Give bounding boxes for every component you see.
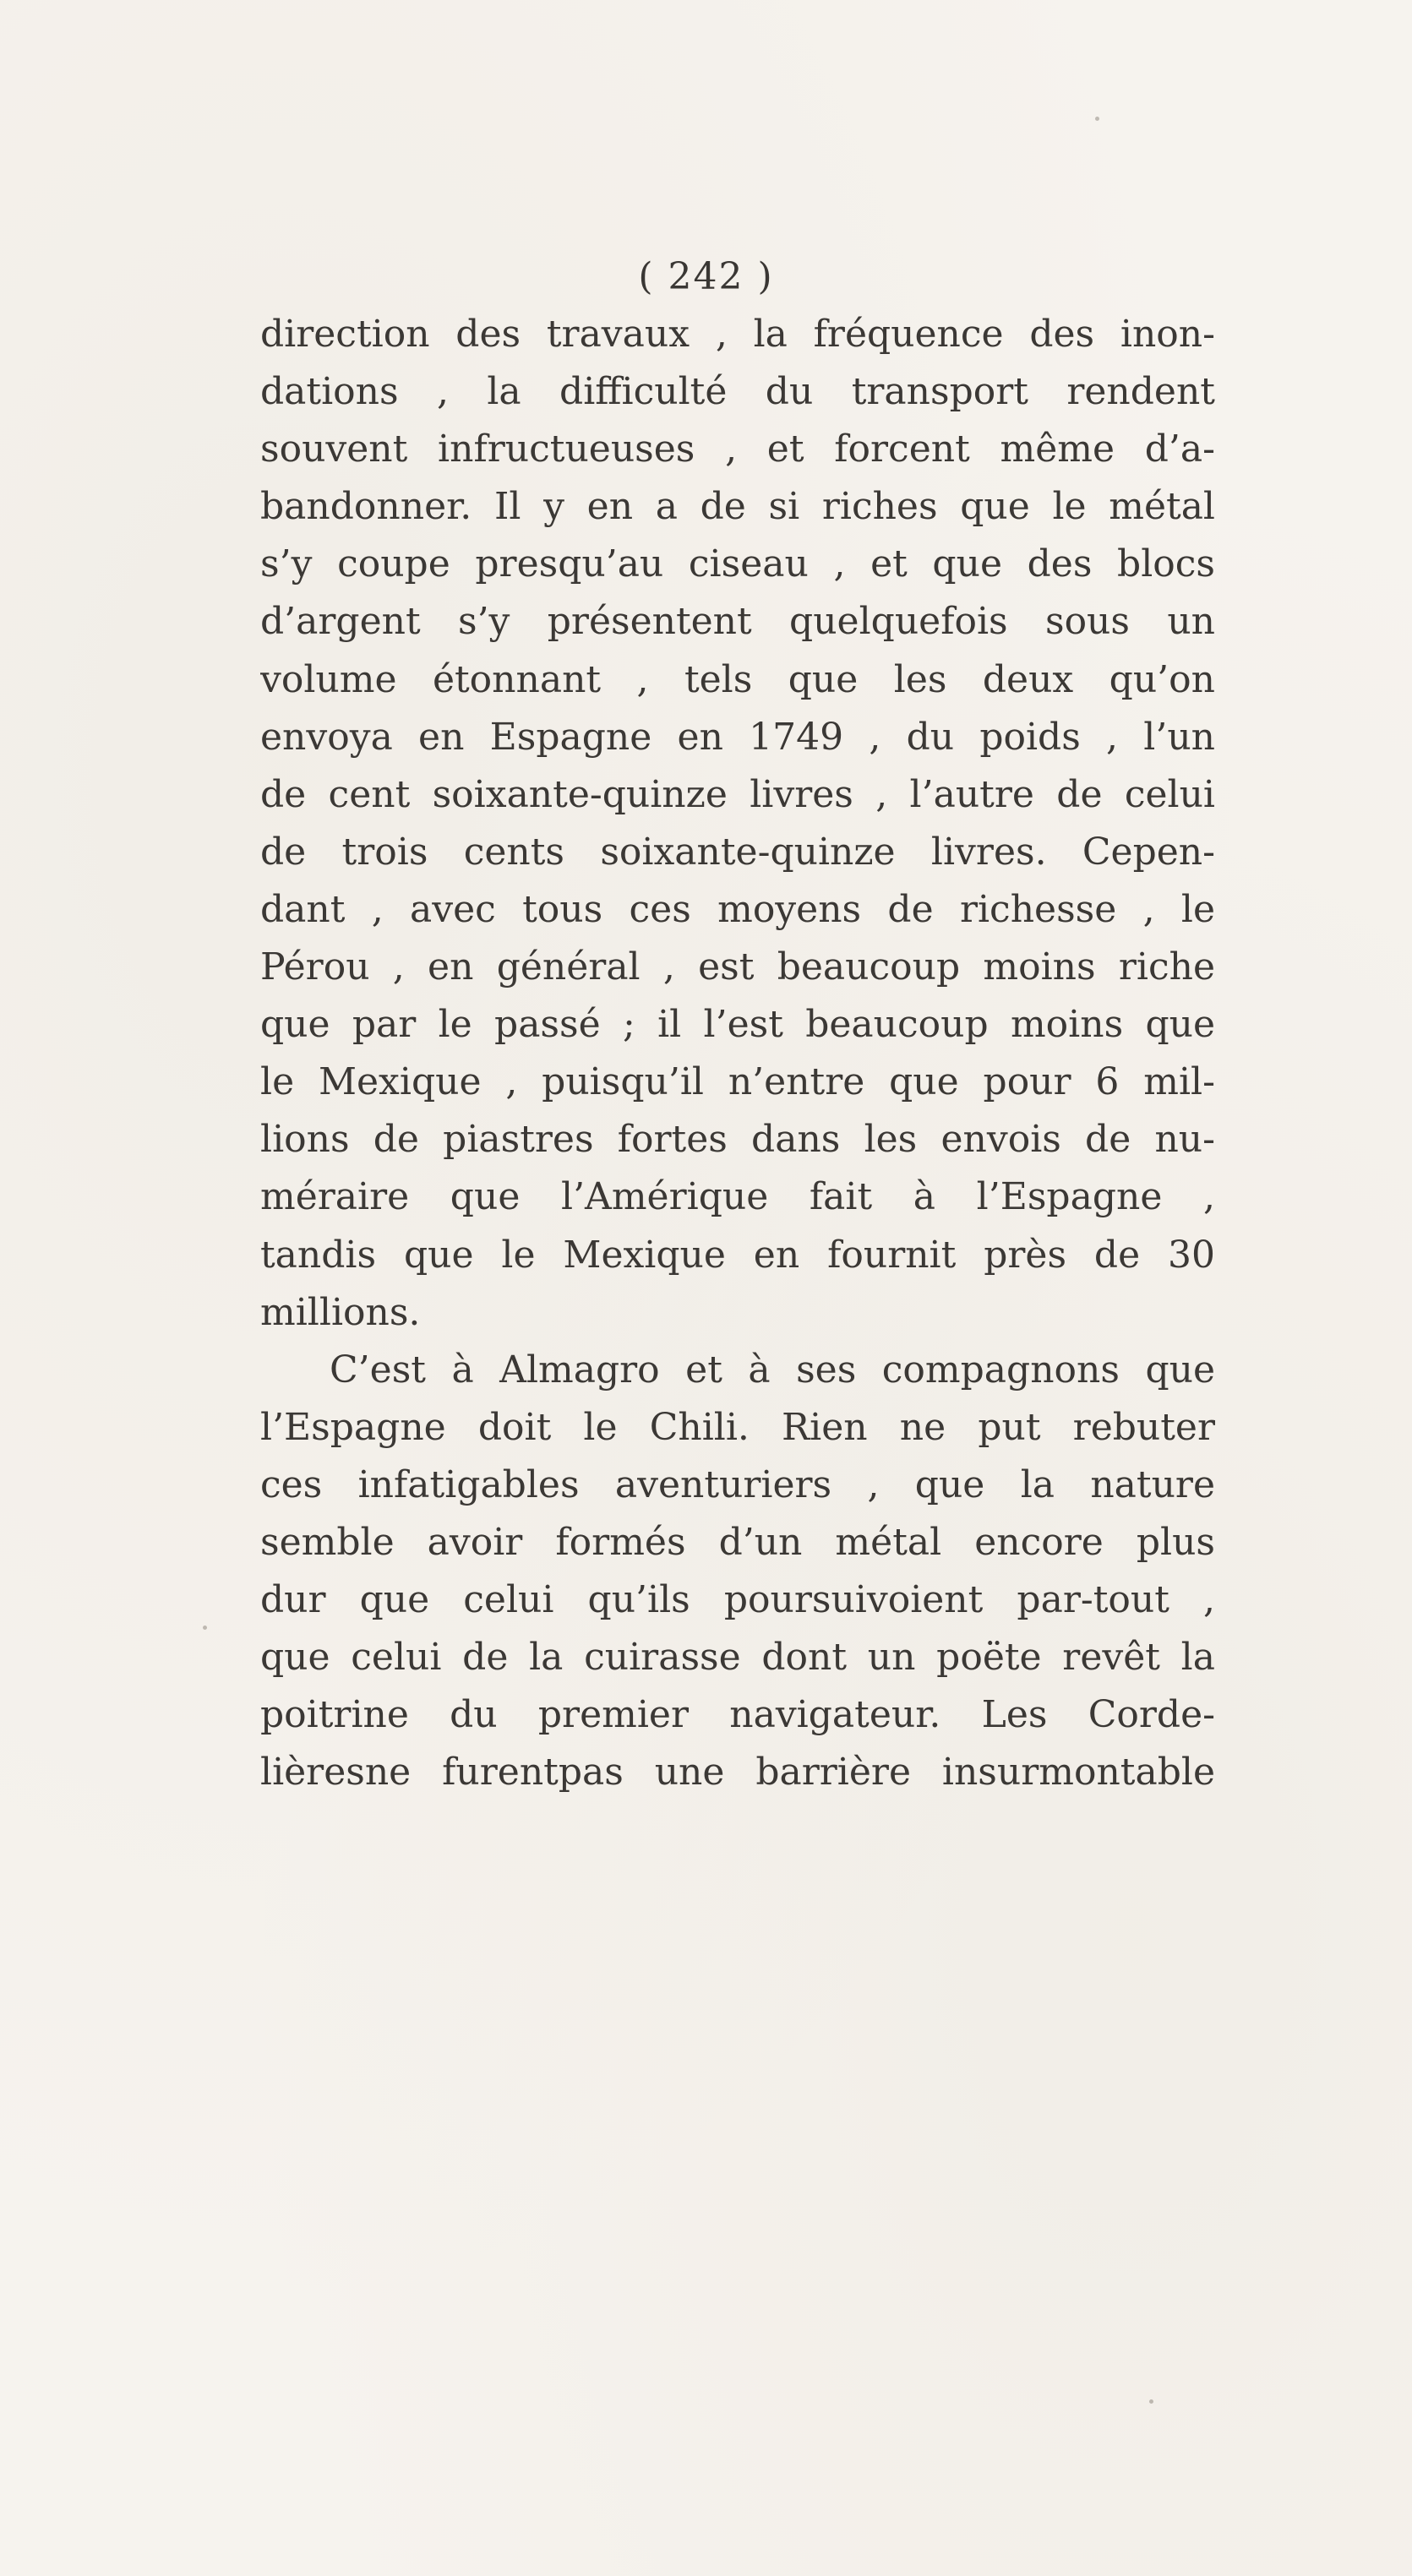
paper-speck (1095, 117, 1099, 121)
text-line: dur que celui qu’ils poursuivoient par-tout , (260, 1578, 1215, 1622)
text-line: de cent soixante-quinze livres , l’autre de celui (260, 772, 1215, 816)
text-line: dant , avec tous ces moyens de richesse , le (260, 887, 1215, 931)
text-line: de trois cents soixante-quinze livres. Cepen- (260, 830, 1215, 874)
text-line: semble avoir formés d’un métal encore plus (260, 1520, 1215, 1564)
text-line: d’argent s’y présentent quelquefois sous un (260, 600, 1215, 644)
text-line: poitrine du premier navigateur. Les Corde- (260, 1693, 1215, 1737)
text-line: que par le passé ; il l’est beaucoup moins que (260, 1003, 1215, 1047)
text-line: ces infatigables aventuriers , que la nature (260, 1462, 1215, 1506)
text-line: dations , la difficulté du transport rendent (260, 370, 1215, 414)
body-text (260, 306, 1215, 1801)
text-line: bandonner. Il y en a de si riches que le métal (260, 485, 1215, 529)
text-line: méraire que l’Amérique fait à l’Espagne , (260, 1175, 1215, 1219)
paper-speck (203, 1626, 207, 1630)
text-line: Pérou , en général , est beaucoup moins riche (260, 945, 1215, 989)
text-line: envoya en Espagne en 1749 , du poids , l’un (260, 715, 1215, 759)
text-line: lièresne furentpas une barrière insurmontable (260, 1751, 1215, 1794)
paper-speck (1149, 2399, 1153, 2404)
text-line: lions de piastres fortes dans les envois de nu- (260, 1118, 1215, 1162)
paragraph-end-line: millions. (260, 1290, 421, 1334)
text-line: que celui de la cuirasse dont un poëte revêt la (260, 1636, 1215, 1680)
text-line: volume étonnant , tels que les deux qu’on (260, 657, 1215, 701)
page-number: ( 242 ) (638, 255, 774, 298)
text-line: direction des travaux , la fréquence des inon- (260, 313, 1215, 356)
text-line: le Mexique , puisqu’il n’entre que pour 6 mil- (260, 1060, 1215, 1104)
text-line: souvent infructueuses , et forcent même d’a- (260, 428, 1215, 471)
paragraph-start-line: C’est à Almagro et à ses compagnons que (330, 1348, 1215, 1391)
text-line: l’Espagne doit le Chili. Rien ne put rebuter (260, 1405, 1215, 1449)
text-line: tandis que le Mexique en fournit près de 30 (260, 1233, 1215, 1277)
text-line: s’y coupe presqu’au ciseau , et que des blocs (260, 542, 1215, 586)
